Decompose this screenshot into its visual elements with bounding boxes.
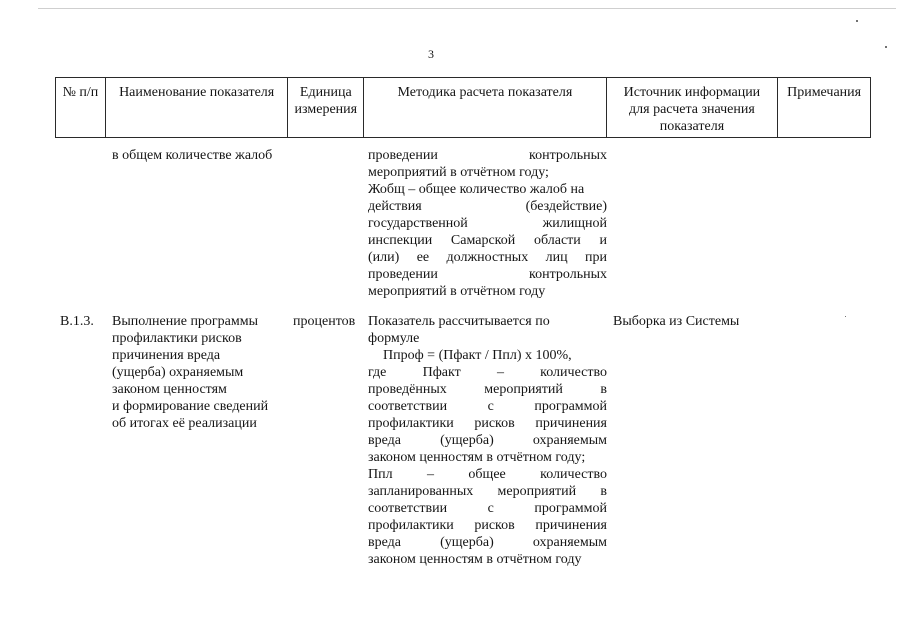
method-line: законом ценностям в отчётном году [368, 552, 582, 567]
header-unit [288, 78, 364, 137]
name-line: Выполнение программы [112, 314, 259, 329]
method-line: запланированных мероприятий в [368, 484, 607, 499]
method-line: проведённых мероприятий в [368, 382, 607, 397]
method-line: Показатель рассчитывается по [368, 314, 550, 329]
header-source [607, 78, 779, 137]
method-line: действия (бездействие) [368, 199, 607, 214]
method-line: профилактики рисков причинения [368, 518, 607, 533]
header-source-line: показателя [659, 119, 725, 134]
scan-speck [845, 316, 846, 317]
table-header [55, 77, 871, 138]
method-line: где Пфакт – количество [368, 365, 607, 380]
name-line: профилактики рисков [112, 331, 242, 346]
method-line: Ппл – общее количество [368, 467, 607, 482]
method-line: инспекции Самарской области и [368, 233, 607, 248]
row-number: В.1.3. [60, 314, 94, 329]
name-line: законом ценностям [112, 382, 227, 397]
method-line: (или) ее должностных лиц при [368, 250, 607, 265]
scan-edge [38, 8, 896, 9]
header-num: № п/п [56, 78, 106, 137]
method-line: вреда (ущерба) охраняемым [368, 433, 607, 448]
header-unit-line: Единица [299, 85, 352, 100]
method-line: проведении контрольных [368, 267, 607, 282]
scan-speck [856, 20, 858, 22]
method-line: государственной жилищной [368, 216, 607, 231]
method-line: проведении контрольных [368, 148, 607, 163]
header-notes: Примечания [787, 85, 862, 100]
method-line: законом ценностям в отчётном году; [368, 450, 586, 465]
row-source: Выборка из Системы [613, 314, 740, 329]
method-line: вреда (ущерба) охраняемым [368, 535, 607, 550]
name-line: причинения вреда [112, 348, 221, 363]
formula-line: Ппроф = (Пфакт / Ппл) х 100%, [383, 348, 572, 363]
method-line: формуле [368, 331, 420, 346]
method-line: мероприятий в отчётном году; [368, 165, 549, 180]
method-line: профилактики рисков причинения [368, 416, 607, 431]
page-number: 3 [428, 47, 434, 61]
row-method [368, 313, 607, 568]
method-line: соответствии с программой [368, 399, 607, 414]
method-line: мероприятий в отчётном году [368, 284, 546, 299]
continuation-method [368, 147, 607, 300]
header-unit-line: измерения [294, 102, 358, 117]
method-line: соответствии с программой [368, 501, 607, 516]
method-line: Жобщ – общее количество жалоб на [368, 182, 585, 197]
name-line: и формирование сведений [112, 399, 269, 414]
header-name: Наименование показателя [106, 78, 289, 137]
header-source-line: Источник информации [623, 85, 761, 100]
name-line: об итогах её реализации [112, 416, 257, 431]
scan-speck [885, 46, 887, 48]
header-method: Методика расчета показателя [364, 78, 606, 137]
continuation-name: в общем количестве жалоб [112, 148, 273, 163]
header-source-line: для расчета значения [629, 102, 755, 117]
row-name [112, 313, 292, 432]
row-unit: процентов [293, 314, 356, 329]
name-line: (ущерба) охраняемым [112, 365, 244, 380]
